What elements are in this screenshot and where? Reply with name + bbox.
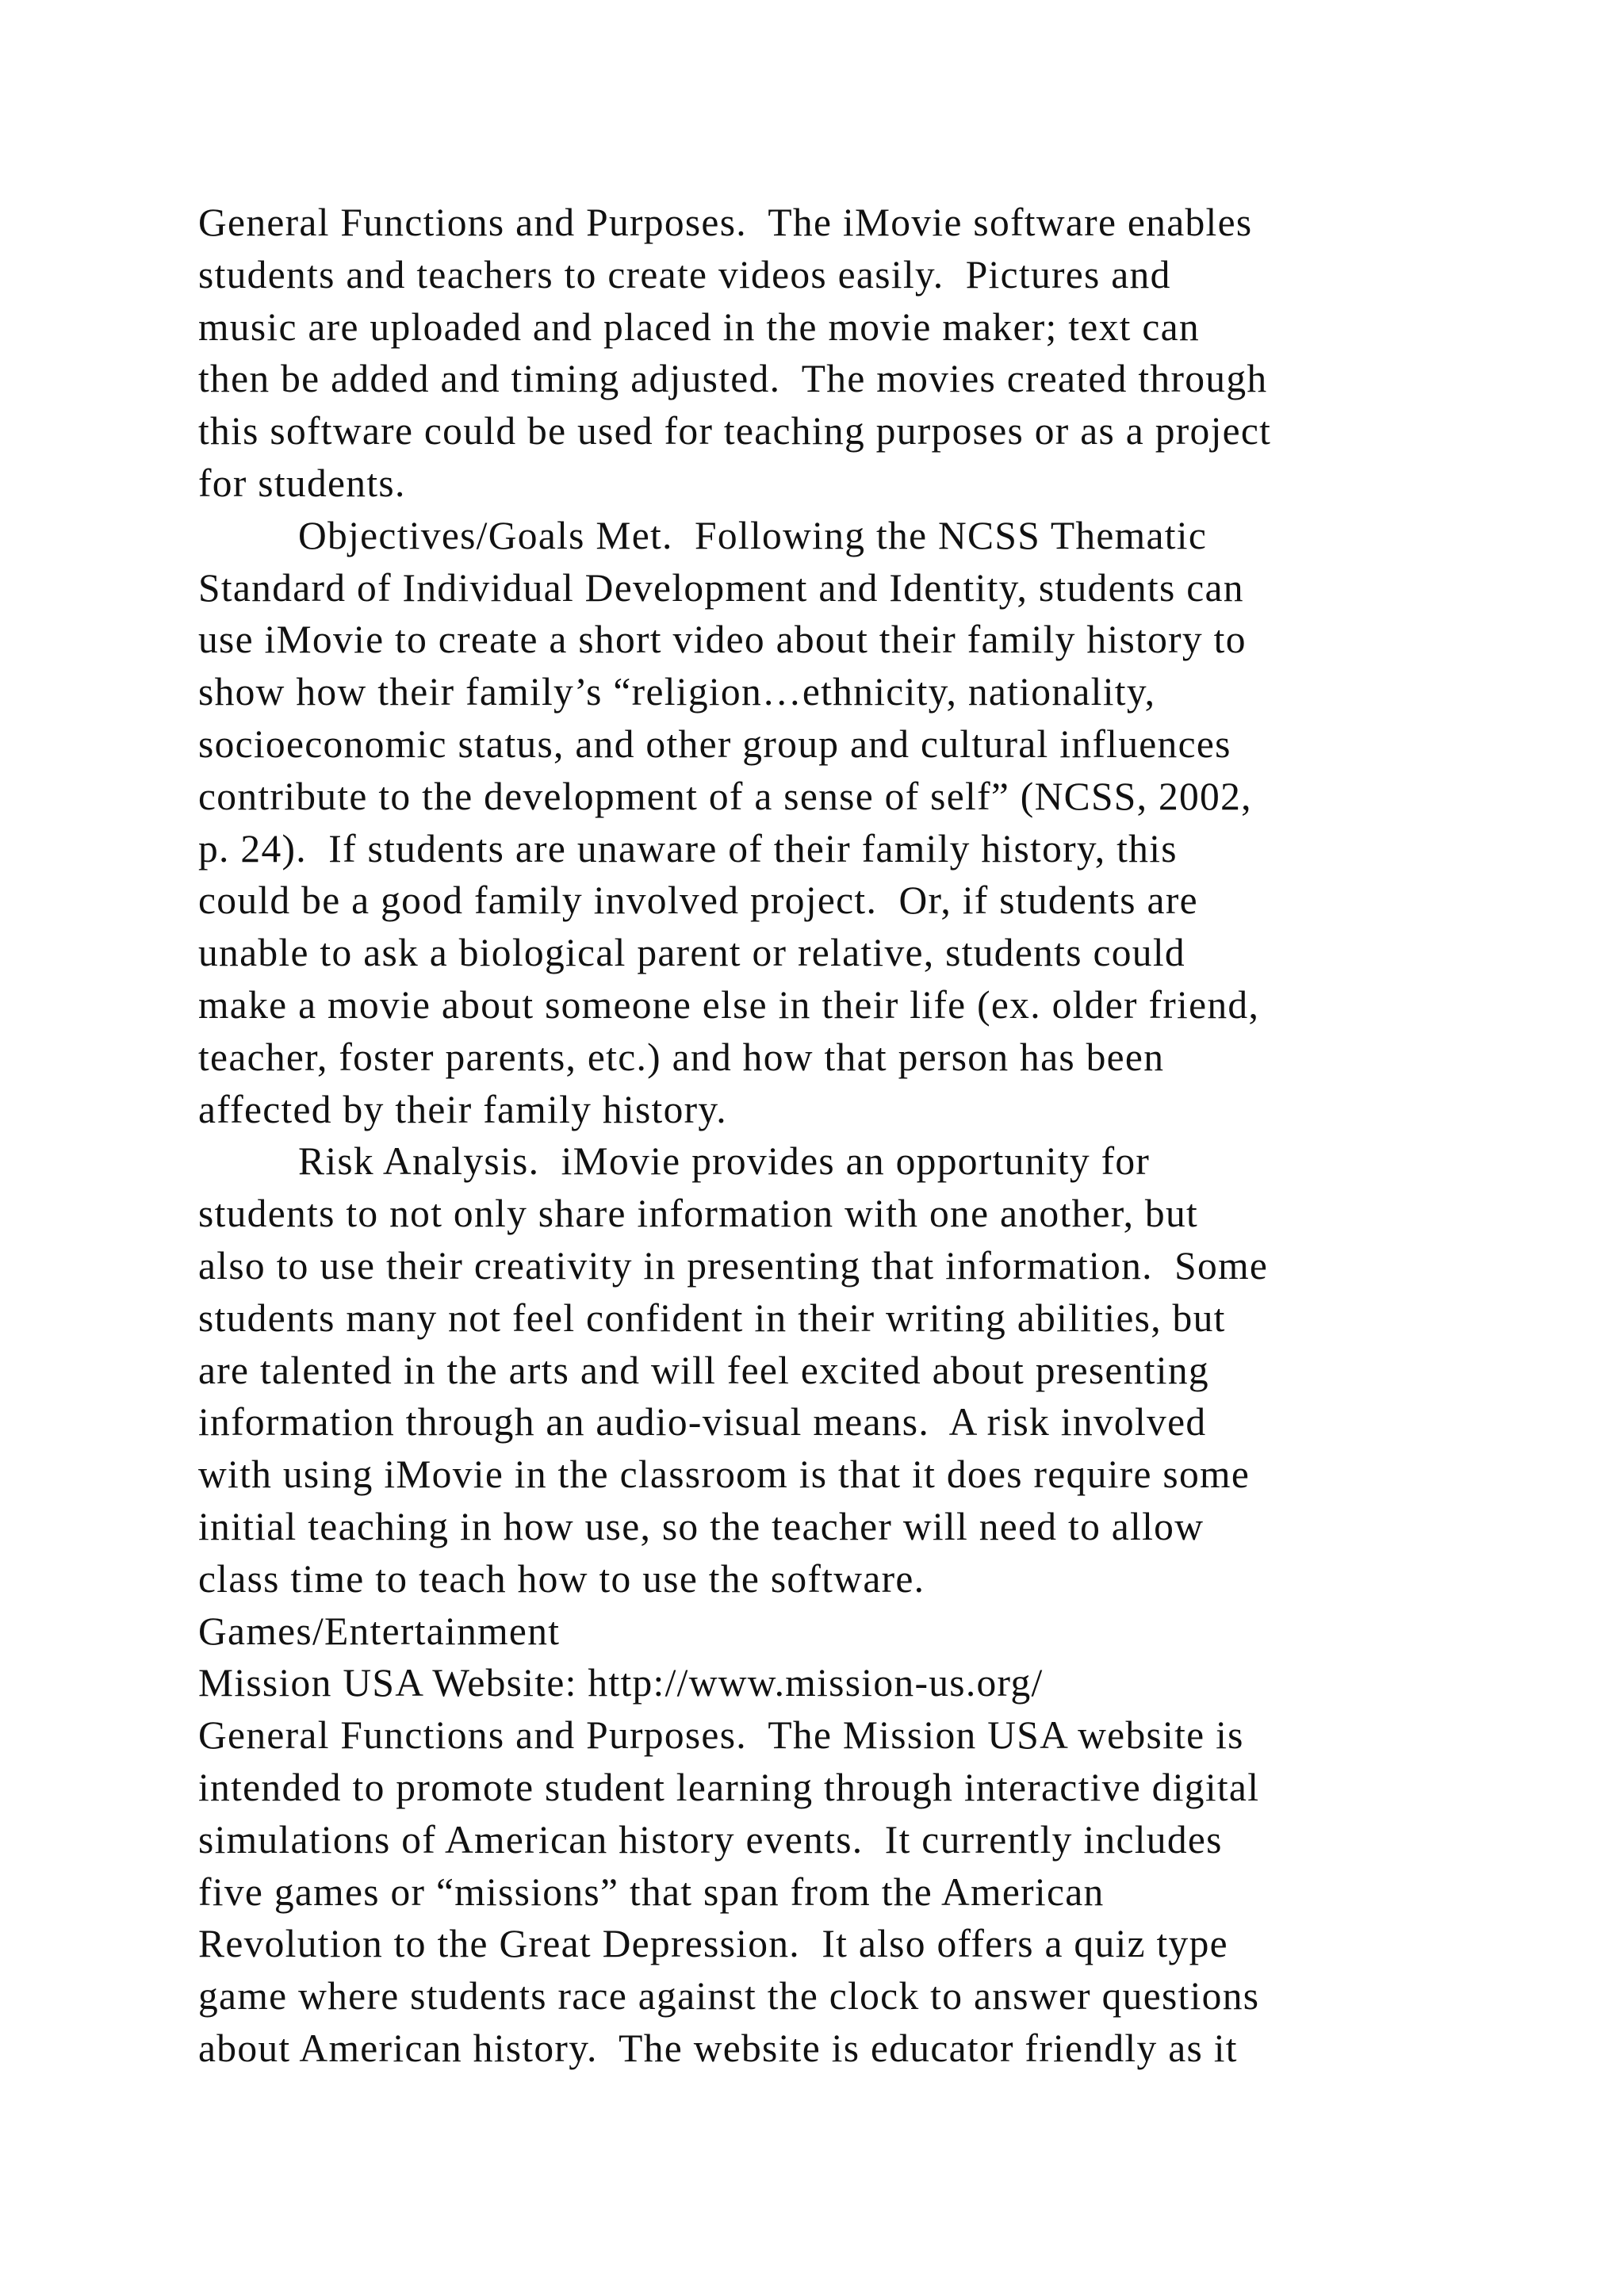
text-line: Objectives/Goals Met. Following the NCSS Thematic xyxy=(298,513,1208,557)
text-line: game where students race against the clock to answer questions xyxy=(198,1974,1260,2019)
text-line: Revolution to the Great Depression. It also offers a quiz type xyxy=(198,1922,1228,1966)
text-line: Mission USA Website: http://www.mission-us.org/ xyxy=(198,1661,1044,1705)
body-text xyxy=(198,197,1483,2075)
text-line: unable to ask a biological parent or relative, students could xyxy=(198,931,1185,975)
text-line: this software could be used for teaching purposes or as a project xyxy=(198,409,1272,453)
text-line: information through an audio-visual means. A risk involved xyxy=(198,1400,1207,1445)
text-line: General Functions and Purposes. The iMovie software enables xyxy=(198,201,1253,244)
text-line: music are uploaded and placed in the movie maker; text can xyxy=(198,304,1200,349)
text-line: students and teachers to create videos easily. Pictures and xyxy=(198,252,1171,297)
text-line: simulations of American history events. It currently includes xyxy=(198,1817,1223,1862)
text-line: also to use their creativity in presenting that information. Some xyxy=(198,1243,1269,1288)
text-line: contribute to the development of a sense of self” (NCSS, 2002, xyxy=(198,774,1252,818)
text-line: teacher, foster parents, etc.) and how that person has been xyxy=(198,1035,1165,1079)
text-line: could be a good family involved project. Or, if students are xyxy=(198,878,1198,923)
text-line: p. 24). If students are unaware of their family history, this xyxy=(198,826,1178,871)
text-line: intended to promote student learning through interactive digital xyxy=(198,1765,1260,1809)
text-line: make a movie about someone else in their life (ex. older friend, xyxy=(198,982,1260,1027)
text-line: five games or “missions” that span from the American xyxy=(198,1869,1105,1914)
text-line: for students. xyxy=(198,461,406,505)
text-line: students to not only share information with one another, but xyxy=(198,1192,1199,1236)
text-line: about American history. The website is educator friendly as it xyxy=(198,2026,1238,2070)
text-line: Risk Analysis. iMovie provides an opportunity for xyxy=(298,1139,1151,1184)
text-line: are talented in the arts and will feel excited about presenting xyxy=(198,1348,1209,1392)
text-line: then be added and timing adjusted. The movies created through xyxy=(198,357,1268,401)
text-line: show how their family’s “religion…ethnicity, nationality, xyxy=(198,670,1156,714)
text-line: initial teaching in how use, so the teacher will need to allow xyxy=(198,1504,1205,1548)
text-line: Standard of Individual Development and Identity, students can xyxy=(198,565,1244,610)
text-line: Games/Entertainment xyxy=(198,1609,561,1653)
text-line: students many not feel confident in their writing abilities, but xyxy=(198,1295,1226,1340)
text-line: class time to teach how to use the software. xyxy=(198,1556,925,1601)
text-line: affected by their family history. xyxy=(198,1087,727,1131)
text-line: General Functions and Purposes. The Mission USA website is xyxy=(198,1713,1244,1758)
text-line: socioeconomic status, and other group and cultural influences xyxy=(198,721,1231,766)
text-line: with using iMovie in the classroom is that it does require some xyxy=(198,1452,1251,1497)
text-line: use iMovie to create a short video about their family history to xyxy=(198,618,1247,662)
